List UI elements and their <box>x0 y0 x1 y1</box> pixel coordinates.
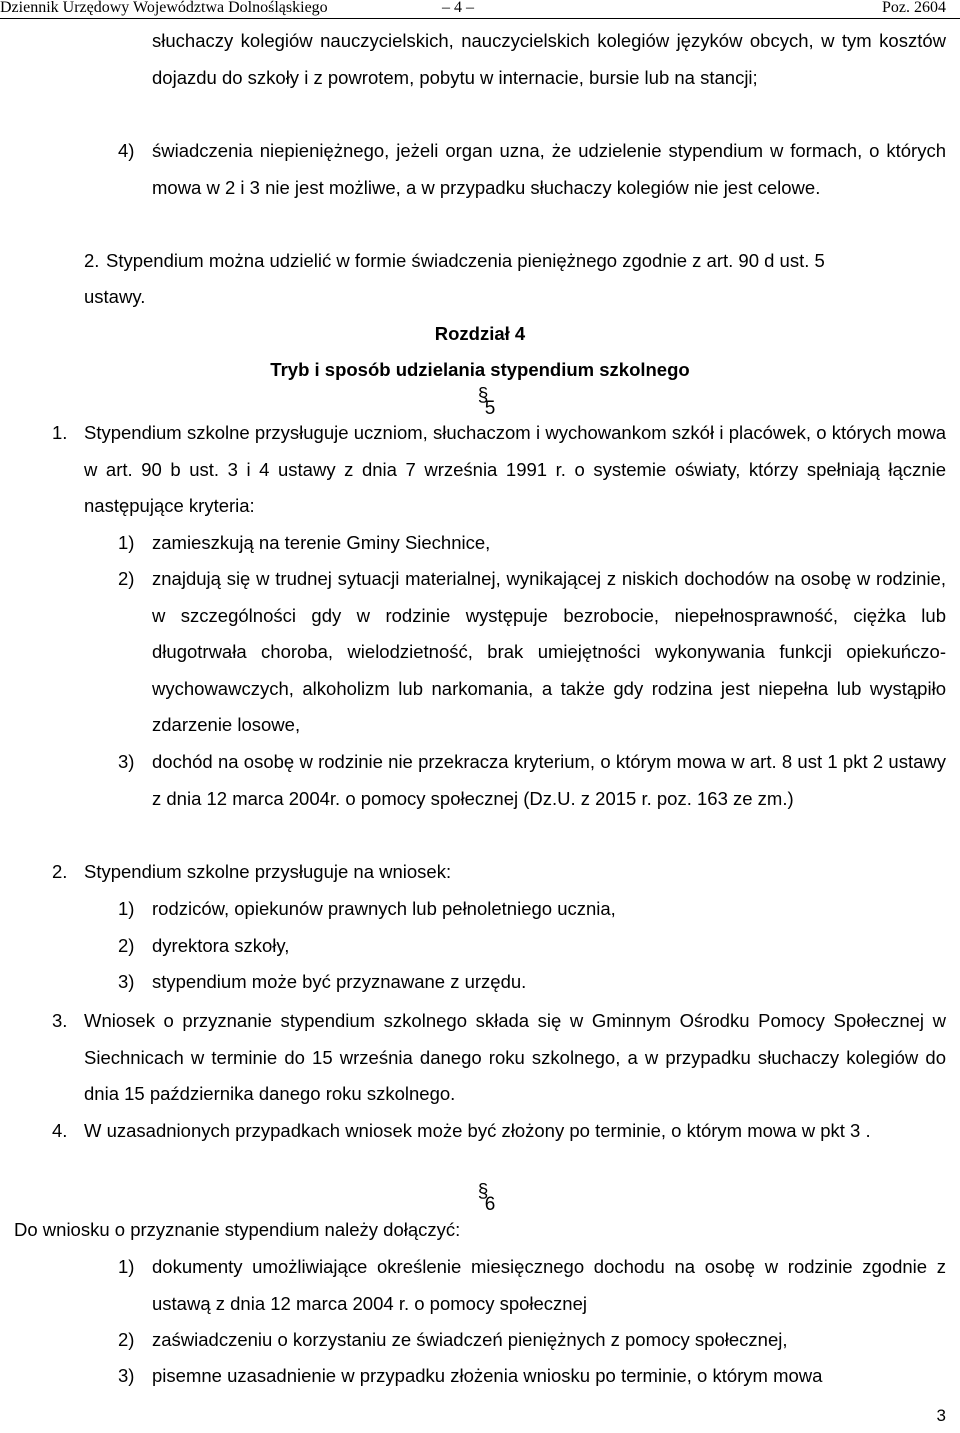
section-6-intro: Do wniosku o przyznanie stypendium należy dołączyć: <box>14 1219 461 1240</box>
continuation-paragraph: słuchaczy kolegiów nauczycielskich, nauczycielskich kolegiów języków obcych, w tym kosztów dojazdu do szkoły i z powrotem, pobytu w internacie, bursie lub na stancji; <box>152 30 946 88</box>
section-5-number: 5 <box>484 398 496 419</box>
item-label: 3) <box>118 971 135 992</box>
item-4: świadczenia niepieniężnego, jeżeli organ uzna, że udzielenie stypendium w formach, o których mowa w 2 i 3 nie jest możliwe, a w przypadku słuchaczy kolegiów nie jest celowe. <box>152 140 946 198</box>
attachment-1: dokumenty umożliwiające określenie miesięcznego dochodu na osobę w rodzinie zgodnie z ustawą z dnia 12 marca 2004 r. o pomocy społecznej <box>152 1256 946 1314</box>
paragraph-label: 1. <box>52 422 68 443</box>
item-label: 1) <box>118 1256 135 1277</box>
item-label: 2) <box>118 935 135 956</box>
journal-title: Dziennik Urzędowy Województwa Dolnośląskiego <box>0 0 328 16</box>
item-label: 2) <box>118 568 135 589</box>
section-symbol: § <box>477 385 489 406</box>
paragraph-label: 3. <box>52 1010 68 1031</box>
paragraph-label: 2. <box>84 250 100 271</box>
paragraph-label: 4. <box>52 1120 68 1141</box>
item-label: 1) <box>118 898 135 919</box>
chapter-heading: Rozdział 4 <box>434 323 526 344</box>
item-label: 2) <box>118 1329 135 1350</box>
chapter-title: Tryb i sposób udzielania stypendium szkolnego <box>270 359 690 380</box>
section-symbol: § <box>477 1181 489 1202</box>
criterion-3: dochód na osobę w rodzinie nie przekracza kryterium, o którym mowa w art. 8 ust 1 pkt 2 ustawy z dnia 12 marca 2004r. o pomocy społecznej (Dz.U. z 2015 r. poz. 163 ze zm.) <box>152 751 946 809</box>
criterion-2: znajdują się w trudnej sytuacji materialnej, wynikającej z niskich dochodów na osobę w rodzinie, w szczególności gdy w rodzinie występuje bezrobocie, niepełnosprawność, ciężka lub długotrwała choroba, wielodzietność, brak umiejętności wykonywania funkcji opiekuńczo-wychowawczych, alkoholizm lub narkomania, a także gdy rodzina jest niepełna lub wystąpiło zdarzenie losowe, <box>152 568 946 735</box>
item-label: 3) <box>118 751 135 772</box>
section-5-paragraph-3: Wniosek o przyznanie stypendium szkolnego składa się w Gminnym Ośrodku Pomocy Społecznej w Siechnicach w terminie do 15 września danego roku szkolnego, a w przypadku słuchaczy kolegiów do dnia 15 października danego roku szkolnego. <box>84 1010 946 1104</box>
attachment-3: pisemne uzasadnienie w przypadku złożenia wniosku po terminie, o którym mowa <box>152 1365 823 1386</box>
header-rule <box>0 18 960 19</box>
header-page-indicator: – 4 – <box>442 0 474 16</box>
paragraph-label: 2. <box>52 861 68 882</box>
applicant-2: dyrektora szkoły, <box>152 935 290 956</box>
section-5-paragraph-4: W uzasadnionych przypadkach wniosek może być złożony po terminie, o którym mowa w pkt 3 . <box>84 1120 871 1141</box>
position-number: Poz. 2604 <box>882 0 946 16</box>
page-header <box>0 0 960 20</box>
paragraph-2-line2: ustawy. <box>84 286 146 307</box>
criterion-1: zamieszkują na terenie Gminy Siechnice, <box>152 532 491 553</box>
attachment-2: zaświadczeniu o korzystaniu ze świadczeń pieniężnych z pomocy społecznej, <box>152 1329 788 1350</box>
item-label: 3) <box>118 1365 135 1386</box>
applicant-3: stypendium może być przyznawane z urzędu. <box>152 971 527 992</box>
item-label: 4) <box>118 140 135 161</box>
paragraph-2-line1: Stypendium można udzielić w formie świadczenia pieniężnego zgodnie z art. 90 d ust. 5 <box>106 250 825 271</box>
item-label: 1) <box>118 532 135 553</box>
section-6-number: 6 <box>484 1194 496 1215</box>
applicant-1: rodziców, opiekunów prawnych lub pełnoletniego ucznia, <box>152 898 616 919</box>
section-5-paragraph-1: Stypendium szkolne przysługuje uczniom, słuchaczom i wychowankom szkół i placówek, o których mowa w art. 90 b ust. 3 i 4 ustawy z dnia 7 września 1991 r. o systemie oświaty, którzy spełniają łącznie następujące kryteria: <box>84 422 946 516</box>
section-5-paragraph-2: Stypendium szkolne przysługuje na wniosek: <box>84 861 452 882</box>
page-number: 3 <box>936 1406 946 1425</box>
